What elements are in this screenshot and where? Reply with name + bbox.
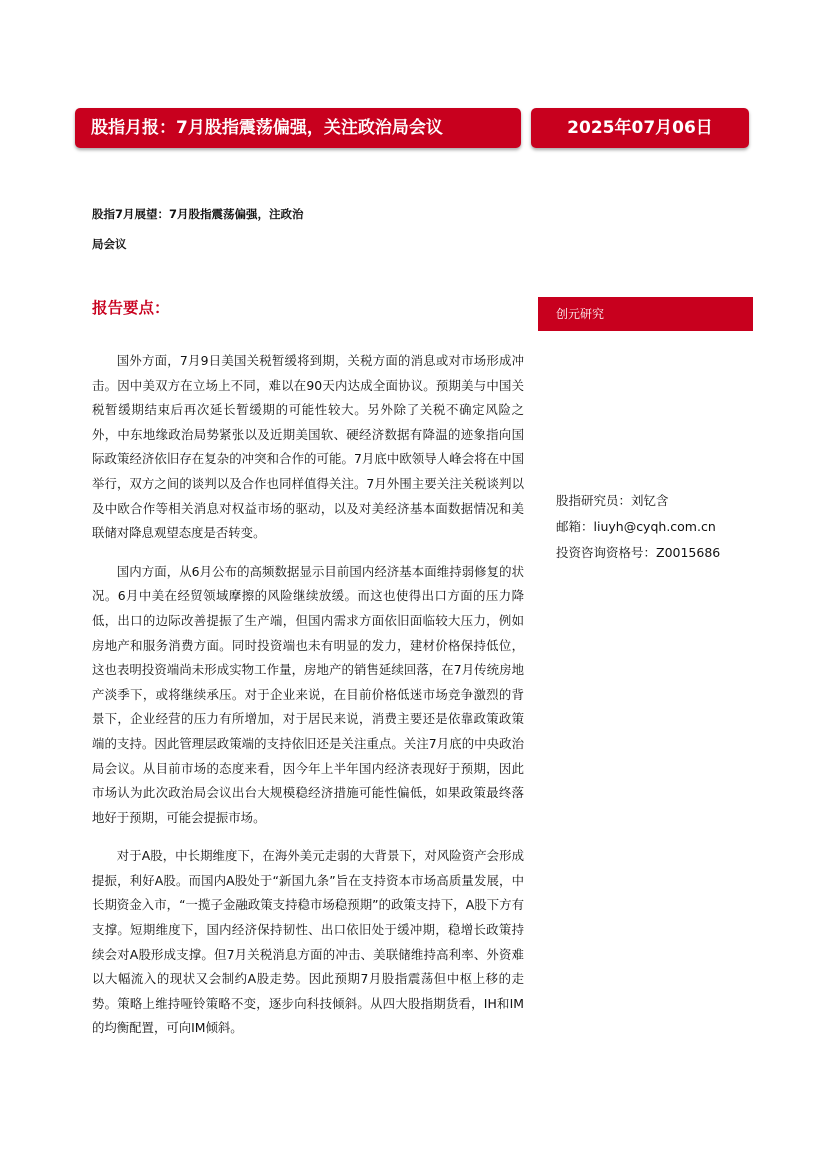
- report-date: 2025年07月06日: [567, 118, 713, 138]
- analyst-name: 股指研究员：刘钇含: [556, 493, 669, 508]
- report-subtitle-line1: 股指7月展望：7月股指震荡偏强，注政治: [92, 207, 304, 221]
- analyst-license: 投资咨询资格号：Z0015686: [556, 545, 721, 560]
- analyst-email: 邮箱：liuyh@cyqh.com.cn: [556, 519, 716, 534]
- paragraph-international: 国外方面，7月9日美国关税暂缓将到期，关税方面的消息或对市场形成冲击。因中美双方在立场上不同，难以在90天内达成全面协议。预期美与中国关税暂缓期结束后再次延长暂缓期的可能性较大。另外除了关税不确定风险之外，中东地缘政治局势紧张以及近期美国软、硬经济数据有降温的迹象指向国际政策经济依旧存在复杂的冲突和合作的可能。7月底中欧领导人峰会将在中国举行，双方之间的谈判以及合作也同样值得关注。7月外围主要关注关税谈判以及中欧合作等相关消息对权益市场的驱动，以及对美经济基本面数据情况和美联储对降息观望态度是否转变。: [92, 353, 524, 541]
- paragraph-a-shares: 对于A股，中长期维度下，在海外美元走弱的大背景下，对风险资产会形成提振，利好A股。而国内A股处于“新国九条”旨在支持资本市场高质量发展，中长期资金入市，“一揽子金融政策支持稳市场稳预期”的政策支持下，A股下方有支撑。短期维度下，国内经济保持韧性、出口依旧处于缓冲期，稳增长政策持续会对A股形成支撑。但7月关税消息方面的冲击、美联储维持高利率、外资难以大幅流入的现状又会制约A股走势。因此预期7月股指震荡但中枢上移的走势。策略上维持哑铃策略不变，逐步向科技倾斜。从四大股指期货看，IH和IM的均衡配置，可向IM倾斜。: [92, 848, 524, 1036]
- section-heading-key-points: 报告要点：: [92, 299, 170, 317]
- paragraph-domestic: 国内方面，从6月公布的高频数据显示目前国内经济基本面维持弱修复的状况。6月中美在经贸领域摩擦的风险继续放缓。而这也使得出口方面的压力降低，出口的边际改善提振了生产端，但国内需求方面依旧面临较大压力，例如房地产和服务消费方面。同时投资端也未有明显的发力，建材价格保持低位，这也表明投资端尚未形成实物工作量，房地产的销售延续回落，在7月传统房地产淡季下，或将继续承压。对于企业来说，在目前价格低迷市场竞争激烈的背景下，企业经营的压力有所增加，对于居民来说，消费主要还是依靠政策政策端的支持。因此管理层政策端的支持依旧还是关注重点。关注7月底的中央政治局会议。从目前市场的态度来看，因今年上半年国内经济表现好于预期，因此市场认为此次政治局会议出台大规模稳经济措施可能性偏低，如果政策最终落地好于预期，可能会提振市场。: [92, 563, 524, 825]
- report-date-banner: [531, 108, 749, 148]
- analyst-contact-block: [556, 488, 720, 566]
- org-label-box: [538, 297, 753, 331]
- report-body: [92, 349, 524, 1055]
- org-label: 创元研究: [556, 307, 605, 321]
- report-title-banner: [75, 108, 521, 148]
- report-title: 股指月报：7月股指震荡偏强，关注政治局会议: [91, 118, 443, 138]
- report-subtitle-line2: 局会议: [92, 237, 127, 251]
